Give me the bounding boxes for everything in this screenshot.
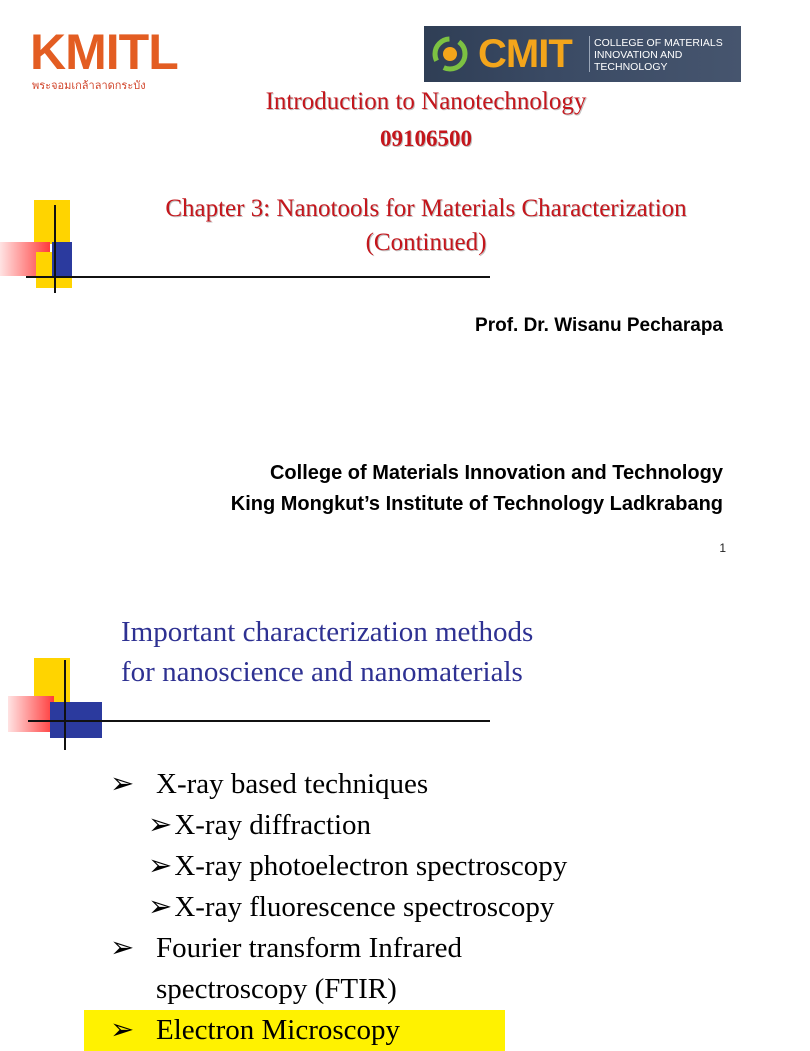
bullet-text: Electron Microscopy: [156, 1014, 401, 1046]
decoration-vertical-line: [64, 660, 66, 750]
arrow-bullet-icon: ➢: [148, 850, 173, 882]
arrow-bullet-icon: ➢: [110, 1014, 135, 1046]
course-title: Introduction to Nanotechnology: [265, 88, 587, 115]
decoration-horizontal-rule: [120, 720, 490, 722]
bullet-item: [110, 928, 567, 969]
bullet-text: X-ray based techniques: [156, 768, 429, 800]
cmit-logo-banner: [424, 26, 741, 82]
content-slide: [0, 580, 768, 1046]
sub-bullet-item: [110, 846, 567, 887]
bullet-text: X-ray fluorescence spectroscopy: [174, 891, 555, 923]
slide-heading-line: Important characterization methods: [121, 616, 534, 648]
arrow-bullet-icon: ➢: [110, 768, 135, 800]
highlighted-bullet-item: [84, 1010, 505, 1051]
course-code: 09106500: [380, 126, 472, 151]
kmitl-logo: [30, 24, 180, 94]
decoration-horizontal-rule: [28, 720, 120, 722]
chapter-subtitle: (Continued): [365, 229, 487, 256]
cmit-college-line: TECHNOLOGY: [594, 61, 668, 73]
bullet-item: [110, 764, 567, 805]
bullet-continuation: [110, 969, 567, 1010]
arrow-bullet-icon: ➢: [148, 891, 173, 923]
bullet-text: X-ray photoelectron spectroscopy: [174, 850, 568, 882]
sub-bullet-item: [110, 805, 567, 846]
bullet-text: spectroscopy (FTIR): [156, 973, 397, 1005]
decoration-red-square: [8, 696, 54, 732]
chapter-title: Chapter 3: Nanotools for Materials Characterization: [165, 195, 687, 222]
cmit-divider: [589, 36, 590, 72]
bullet-text: X-ray diffraction: [174, 809, 372, 841]
sub-bullet-item: [110, 887, 567, 928]
bullet-list: [110, 764, 567, 1051]
arrow-bullet-icon: ➢: [148, 809, 173, 841]
slide-heading-line: for nanoscience and nanomaterials: [121, 656, 523, 688]
cmit-college-line: INNOVATION AND: [594, 49, 683, 61]
bullet-text: Fourier transform Infrared: [156, 932, 462, 964]
institution-university: King Mongkut’s Institute of Technology Ladkrabang: [230, 493, 723, 515]
kmitl-logo-word: KMITL: [30, 24, 178, 80]
kmitl-logo-thai: พระจอมเกล้าลาดกระบัง: [32, 79, 146, 92]
cmit-college-line: COLLEGE OF MATERIALS: [594, 37, 723, 49]
decoration-horizontal-rule: [26, 276, 120, 278]
slide-heading: [121, 612, 533, 692]
cmit-logo-word: CMIT: [478, 32, 572, 76]
author-name: Prof. Dr. Wisanu Pecharapa: [475, 315, 723, 336]
cmit-college-name: [594, 37, 723, 73]
cmit-emblem-icon: [428, 32, 472, 76]
corner-decoration: [0, 658, 120, 758]
arrow-bullet-icon: ➢: [110, 932, 135, 964]
institution-college: College of Materials Innovation and Technology: [269, 462, 723, 484]
decoration-horizontal-rule: [120, 276, 490, 278]
page-number: 1: [719, 541, 726, 555]
